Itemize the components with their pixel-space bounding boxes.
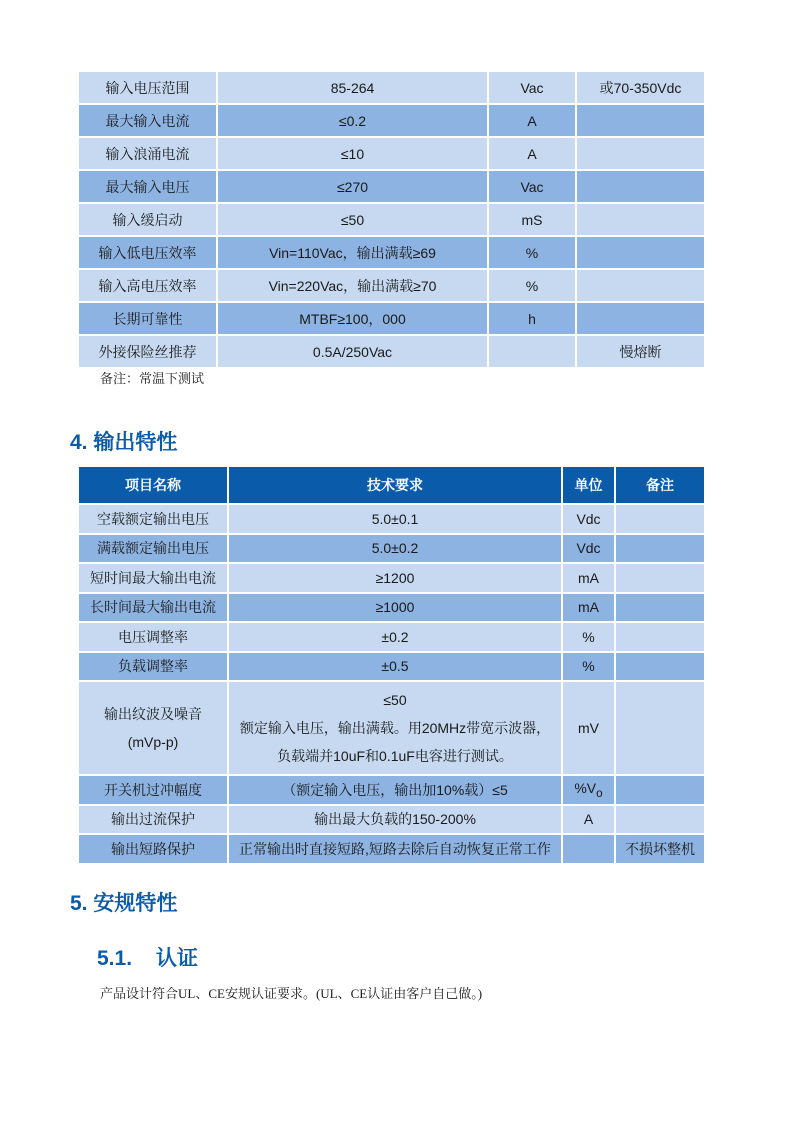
cell-name: 最大输入电压 bbox=[78, 170, 217, 203]
cell-unit: A bbox=[488, 137, 576, 170]
table-row-shortcircuit bbox=[78, 834, 705, 864]
cell-name: 输入高电压效率 bbox=[78, 269, 217, 302]
cell-note: 不损坏整机 bbox=[615, 834, 705, 864]
section-5-heading bbox=[70, 887, 177, 917]
header-name: 项目名称 bbox=[78, 466, 228, 504]
cell-spec: ±0.2 bbox=[228, 622, 562, 652]
cell-text-line: 额定输入电压，输出满载。用20MHz带宽示波器， bbox=[239, 720, 551, 736]
cell-unit: Vdc bbox=[562, 504, 615, 534]
table-row bbox=[78, 622, 705, 652]
cell-spec: 0.5A/250Vac bbox=[217, 335, 488, 368]
cell-name: 输入缓启动 bbox=[78, 203, 217, 236]
cell-note bbox=[615, 563, 705, 593]
cell-spec: 正常输出时直接短路,短路去除后自动恢复正常工作 bbox=[228, 834, 562, 864]
table-row bbox=[78, 203, 705, 236]
cell-unit: A bbox=[562, 805, 615, 835]
cell-spec: ≥1000 bbox=[228, 593, 562, 623]
cell-name: 短时间最大输出电流 bbox=[78, 563, 228, 593]
input-characteristics-table bbox=[77, 70, 706, 369]
unit-main: %V bbox=[574, 779, 597, 796]
cell-note bbox=[576, 170, 705, 203]
section-4-heading bbox=[70, 426, 177, 456]
table-row-ripple bbox=[78, 681, 705, 775]
cell-spec: 85-264 bbox=[217, 71, 488, 104]
cell-text-line: (mVp-p) bbox=[127, 734, 179, 750]
cell-note bbox=[615, 504, 705, 534]
cell-note bbox=[615, 775, 705, 805]
cell-spec: 5.0±0.2 bbox=[228, 534, 562, 564]
cell-name: 空载额定输出电压 bbox=[78, 504, 228, 534]
output-characteristics-table bbox=[77, 465, 706, 865]
table-header-row bbox=[78, 466, 705, 504]
section-5-1-title: 认证 bbox=[155, 947, 198, 970]
cell-unit bbox=[562, 834, 615, 864]
table-row bbox=[78, 170, 705, 203]
cell-spec: Vin=110Vac，输出满载≥69 bbox=[217, 236, 488, 269]
cell-name: 外接保险丝推荐 bbox=[78, 335, 217, 368]
section-5-1-number: 5.1. bbox=[97, 947, 133, 970]
cell-unit: % bbox=[562, 622, 615, 652]
table-row bbox=[78, 534, 705, 564]
cell-unit: h bbox=[488, 302, 576, 335]
cell-name: 电压调整率 bbox=[78, 622, 228, 652]
cell-name: 负载调整率 bbox=[78, 652, 228, 682]
cell-note bbox=[615, 534, 705, 564]
section-5-1-heading bbox=[97, 942, 198, 972]
cell-spec bbox=[228, 681, 562, 775]
table-row bbox=[78, 302, 705, 335]
cell-note bbox=[615, 805, 705, 835]
section-4-title: 输出特性 bbox=[93, 431, 178, 454]
cell-unit bbox=[488, 335, 576, 368]
cell-unit: mA bbox=[562, 563, 615, 593]
cell-name: 满载额定输出电压 bbox=[78, 534, 228, 564]
cell-name: 输入低电压效率 bbox=[78, 236, 217, 269]
cell-unit: Vac bbox=[488, 170, 576, 203]
cell-note bbox=[615, 593, 705, 623]
cell-name: 开关机过冲幅度 bbox=[78, 775, 228, 805]
cell-name: 最大输入电流 bbox=[78, 104, 217, 137]
table-row bbox=[78, 563, 705, 593]
cell-note bbox=[576, 236, 705, 269]
unit-subscript: o bbox=[596, 786, 603, 800]
cell-note: 慢熔断 bbox=[576, 335, 705, 368]
table-row bbox=[78, 104, 705, 137]
cell-spec: 输出最大负载的150-200% bbox=[228, 805, 562, 835]
cell-note bbox=[615, 622, 705, 652]
table-row bbox=[78, 269, 705, 302]
certification-text: 产品设计符合UL、CE安规认证要求。(UL、CE认证由客户自己做。) bbox=[100, 986, 483, 1001]
table-row bbox=[78, 236, 705, 269]
cell-note bbox=[576, 302, 705, 335]
cell-name bbox=[78, 681, 228, 775]
table-row bbox=[78, 137, 705, 170]
cell-unit: % bbox=[488, 269, 576, 302]
header-spec: 技术要求 bbox=[228, 466, 562, 504]
cell-spec: ≤270 bbox=[217, 170, 488, 203]
table-row bbox=[78, 593, 705, 623]
table-row bbox=[78, 504, 705, 534]
cell-spec: ≤0.2 bbox=[217, 104, 488, 137]
cell-spec: ≤10 bbox=[217, 137, 488, 170]
cell-spec: （额定输入电压，输出加10%载）≤5 bbox=[228, 775, 562, 805]
cell-unit: mA bbox=[562, 593, 615, 623]
section-4-number: 4. bbox=[70, 431, 88, 454]
cell-note bbox=[576, 137, 705, 170]
header-note: 备注 bbox=[615, 466, 705, 504]
table-footnote: 备注：常温下测试 bbox=[100, 371, 205, 386]
section-5-title: 安规特性 bbox=[93, 892, 178, 915]
table-row-overcurrent bbox=[78, 805, 705, 835]
cell-note bbox=[615, 681, 705, 775]
cell-unit: Vac bbox=[488, 71, 576, 104]
table-row bbox=[78, 71, 705, 104]
cell-text-line: ≤50 bbox=[383, 692, 407, 708]
cell-unit: A bbox=[488, 104, 576, 137]
cell-note bbox=[576, 104, 705, 137]
table-row-overshoot bbox=[78, 775, 705, 805]
cell-spec: MTBF≥100，000 bbox=[217, 302, 488, 335]
cell-note bbox=[576, 203, 705, 236]
cell-text-line: 负载端并10uF和0.1uF电容进行测试。 bbox=[277, 748, 513, 764]
cell-note bbox=[576, 269, 705, 302]
cell-name: 长时间最大输出电流 bbox=[78, 593, 228, 623]
cell-note: 或70-350Vdc bbox=[576, 71, 705, 104]
table-row bbox=[78, 652, 705, 682]
cell-unit bbox=[562, 775, 615, 805]
cell-unit: % bbox=[562, 652, 615, 682]
table-row bbox=[78, 335, 705, 368]
header-unit: 单位 bbox=[562, 466, 615, 504]
cell-name: 输入浪涌电流 bbox=[78, 137, 217, 170]
cell-name: 输出短路保护 bbox=[78, 834, 228, 864]
cell-name: 输出过流保护 bbox=[78, 805, 228, 835]
cell-unit: % bbox=[488, 236, 576, 269]
cell-spec: ≥1200 bbox=[228, 563, 562, 593]
cell-spec: ±0.5 bbox=[228, 652, 562, 682]
cell-spec: 5.0±0.1 bbox=[228, 504, 562, 534]
cell-unit: Vdc bbox=[562, 534, 615, 564]
cell-spec: Vin=220Vac，输出满载≥70 bbox=[217, 269, 488, 302]
cell-name: 输入电压范围 bbox=[78, 71, 217, 104]
cell-unit: mV bbox=[562, 681, 615, 775]
cell-unit: mS bbox=[488, 203, 576, 236]
cell-spec: ≤50 bbox=[217, 203, 488, 236]
cell-name: 长期可靠性 bbox=[78, 302, 217, 335]
cell-text-line: 输出纹波及噪音 bbox=[104, 706, 202, 722]
section-5-number: 5. bbox=[70, 892, 88, 915]
cell-note bbox=[615, 652, 705, 682]
